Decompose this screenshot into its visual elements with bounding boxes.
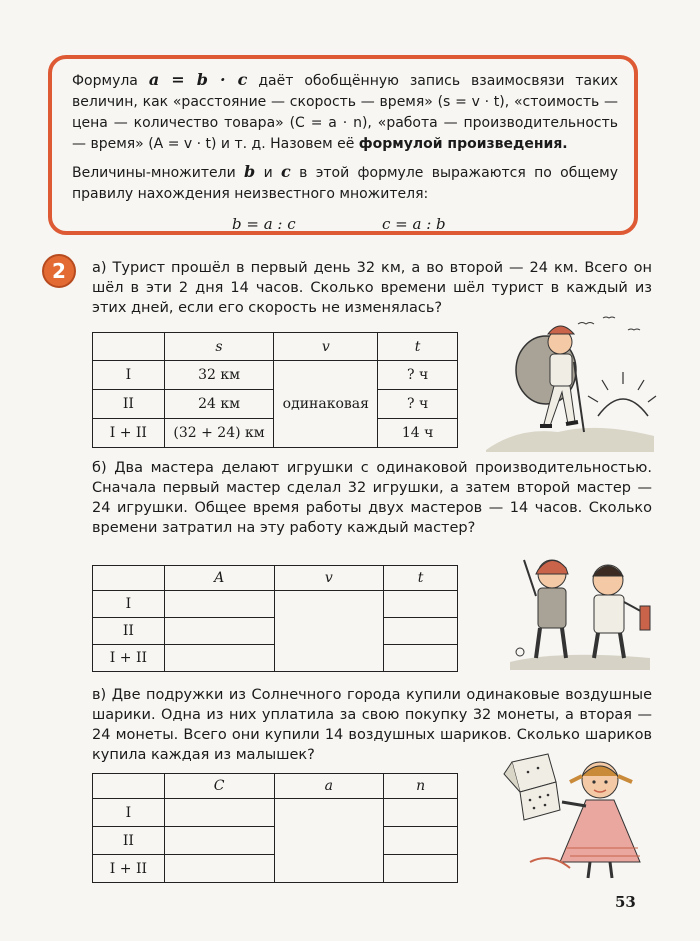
- table-a: [92, 332, 458, 448]
- table-a-header-t: t: [378, 333, 458, 361]
- table-b: [92, 565, 458, 672]
- task-number-badge: 2: [42, 254, 76, 288]
- table-a-corner: [93, 333, 165, 361]
- table-b-row-label: I + II: [93, 645, 165, 672]
- table-c-row-label: I: [93, 799, 165, 827]
- table-b-cell: [384, 591, 458, 618]
- table-c-cell: [384, 827, 458, 855]
- table-a-cell-t: ? ч: [378, 361, 458, 390]
- table-c-corner: [93, 774, 165, 799]
- rule-p2-c: и: [263, 165, 273, 181]
- rule-paragraph-1: [72, 69, 618, 155]
- table-b-cell: [384, 645, 458, 672]
- table-a-row-label: I: [93, 361, 165, 390]
- rule-p2-b: b: [244, 162, 256, 181]
- rule-paragraph-2: [72, 161, 618, 205]
- rule-p2-a: Величины-множители: [72, 165, 236, 181]
- table-b-header-a: A: [164, 566, 274, 591]
- rule-formula: a = b · c: [148, 70, 248, 89]
- table-c-cell: [164, 827, 274, 855]
- table-b-cell-v-merged: [274, 591, 384, 672]
- table-c-row-label: I + II: [93, 855, 165, 883]
- table-a-header-s: s: [164, 333, 274, 361]
- table-a-cell-s: 32 км: [164, 361, 274, 390]
- table-a-cell-v-merged: одинаковая: [274, 361, 378, 448]
- table-c-header-c: C: [164, 774, 274, 799]
- table-c-cell-a-merged: [274, 799, 384, 883]
- table-b-cell: [164, 591, 274, 618]
- table-c-cell: [384, 799, 458, 827]
- table-a-cell-s: 24 км: [164, 390, 274, 419]
- rule-intro: Формула: [72, 73, 138, 89]
- table-b-cell: [384, 618, 458, 645]
- table-b-header-t: t: [384, 566, 458, 591]
- table-a-header-v: v: [274, 333, 378, 361]
- table-c-row-label: II: [93, 827, 165, 855]
- table-c-header-n: n: [384, 774, 458, 799]
- table-c-cell: [164, 855, 274, 883]
- table-c-cell: [164, 799, 274, 827]
- table-b-header-v: v: [274, 566, 384, 591]
- table-a-row-label: II: [93, 390, 165, 419]
- table-a-row-label: I + II: [93, 419, 165, 448]
- table-c-header-a: a: [274, 774, 384, 799]
- tourist-illustration: [478, 312, 658, 452]
- table-c-cell: [384, 855, 458, 883]
- rule-bold-term: формулой произведения.: [358, 136, 568, 152]
- problem-b-text: б) Два мастера делают игрушки с одинаковой производительностью. Сначала первый мастер сделал 32 игрушки, а затем второй мастер — 24 игрушки. Общее время работы двух мастеров — 14 часов. Сколько времени затратил на эту работу каждый мастер?: [92, 460, 652, 536]
- girl-with-box-illustration: [490, 752, 660, 882]
- formula-c: c = a : b: [382, 215, 446, 233]
- table-b-corner: [93, 566, 165, 591]
- table-b-cell: [164, 645, 274, 672]
- formula-b: b = a : c: [232, 215, 296, 233]
- table-c: [92, 773, 458, 883]
- problem-a-text: а) Турист прошёл в первый день 32 км, а во второй — 24 км. Всего он шёл в эти 2 дня 14 часов. Сколько времени шёл турист в каждый из этих дней, если его скорость не изменялась?: [92, 260, 652, 316]
- craftsmen-illustration: [500, 540, 660, 670]
- table-b-row-label: I: [93, 591, 165, 618]
- table-a-cell-s: (32 + 24) км: [164, 419, 274, 448]
- problem-c-text: в) Две подружки из Солнечного города купили одинаковые воздушные шарики. Одна из них уплатила за свою покупку 32 монеты, а вторая — 24 монеты. Всего они купили 14 воздушных шариков. Сколько шариков купила каждая из малышек?: [92, 687, 652, 763]
- rule-text: даёт обобщённую запись взаимосвязи таких величин, как «расстояние — скорость — время» (s = v · t), «стоимость — цена — количество товара» (C = a · n), «работа — производительность — время» (A = v · t) и т. д. Назовем её: [72, 73, 618, 152]
- rule-p2-e: в этой формуле выражаются по общему правилу нахождения неизвестного множителя:: [72, 165, 618, 202]
- table-a-cell-t: 14 ч: [378, 419, 458, 448]
- rule-p2-d: c: [281, 162, 291, 181]
- table-b-row-label: II: [93, 618, 165, 645]
- page-number: 53: [615, 893, 636, 911]
- table-b-cell: [164, 618, 274, 645]
- table-a-cell-t: ? ч: [378, 390, 458, 419]
- rule-box: [48, 55, 638, 235]
